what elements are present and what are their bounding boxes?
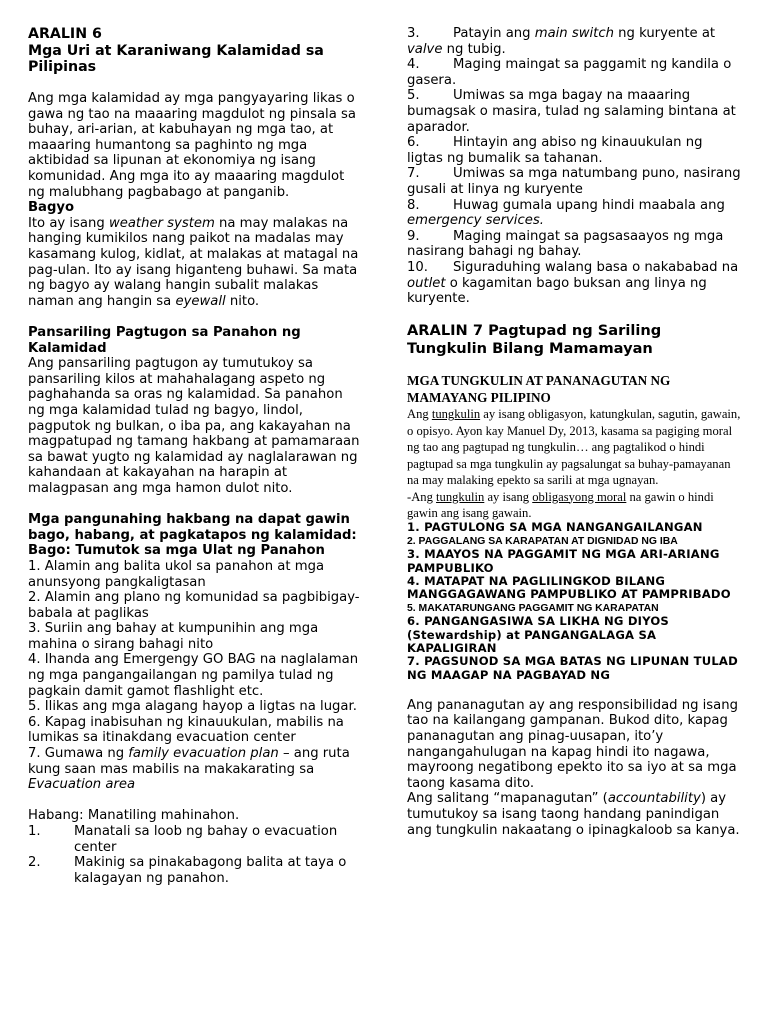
habang-heading: Habang: Manatiling mahinahon. bbox=[28, 808, 240, 824]
habang-item: 9. Maging maingat sa pagsasaayos ng mga nasirang bahagi ng bahay. bbox=[407, 228, 724, 260]
tungkulin-definition: -Ang tungkulin ay isang obligasyong moral na gawin o hindi gawin ang isang gawain. bbox=[407, 489, 714, 520]
bago-item: 4. Ihanda ang Emergengy GO BAG na naglalaman ng mga pangangailangan ng pamilya tulad ng pagkain damit gamot flashlight etc. bbox=[28, 652, 359, 699]
bago-item: 3. Suriin ang bahay at kumpunihin ang mga mahina o sirang bahagi nito bbox=[28, 621, 319, 652]
habang-item: 4. Maging maingat sa paggamit ng kandila o gasera. bbox=[407, 57, 732, 88]
tungkulin-heading: MGA TUNGKULIN AT PANANAGUTAN NG MAMAYANG PILIPINO bbox=[407, 373, 671, 405]
duty-item: 6. PANGANGASIWA SA LIKHA NG DIYOS (Stewardship) at PANGANGALAGA SA KAPALIGIRAN bbox=[407, 614, 669, 655]
duty-item: 1. PAGTULONG SA MGA NANGANGAILANGAN bbox=[407, 520, 703, 535]
pansariling-paragraph: Ang pansariling pagtugon ay tumutukoy sa pansariling kilos at mahahalagang aspeto ng paghahanda sa oras ng kalamidad. Sa panahon ng mga kalamidad tulad ng bagyo, lindol, pagputok ng bulkan, o iba pa, ang kakayahan na magpatupad ng tamang hakbang at pamamaraan sa bawat yugto ng kalamidad ay naglalarawan ng kahandaan at kakayahan na harapin at malagpasan ang mga hamon dulot nito. bbox=[28, 356, 360, 496]
pananagutan-paragraph: Ang pananagutan ay ang responsibilidad ng isang tao na kailangang gampanan. Bukod dito, kapag pananagutan ang pinag-uusapan, ito’y nangangahulugan na kapag hindi ito nagawa, mayroong negatibong epekto ito sa iyo at sa mga taong kasama dito. bbox=[407, 697, 738, 791]
mapanagutan-paragraph: Ang salitang “mapanagutan” (accountability) ay tumutukoy sa isang taong handang panindigan ang tungkulin nakaatang o ipinagkaloob sa kanya. bbox=[407, 791, 740, 838]
bago-item-7: 7. Gumawa ng family evacuation plan – ang ruta kung saan mas mabilis na makakarating sa Evacuation area bbox=[28, 746, 350, 793]
bagyo-heading: Bagyo bbox=[28, 200, 75, 216]
habang-item: 10. Siguraduhing walang basa o nakababad na outlet o kagamitan bago buksan ang linya ng kuryente. bbox=[407, 259, 739, 307]
habang-item: 7. Umiwas sa mga natumbang puno, nasirang gusali at linya ng kuryente bbox=[407, 166, 741, 197]
lesson-6-subtitle: Mga Uri at Karaniwang Kalamidad sa Pilipinas bbox=[28, 42, 324, 75]
duty-item: 7. PAGSUNOD SA MGA BATAS NG LIPUNAN TULAD NG MAAGAP NA PAGBAYAD NG bbox=[407, 654, 738, 682]
bago-heading: Bago: Tumutok sa mga Ulat ng Panahon bbox=[28, 543, 325, 559]
lesson-7-title: ARALIN 7 Pagtupad ng Sariling Tungkulin Bilang Mamamayan bbox=[407, 322, 662, 357]
duty-item: 4. MATAPAT NA PAGLILINGKOD BILANG MANGGAGAWANG PAMPUBLIKO AT PAMPRIBADO bbox=[407, 573, 731, 602]
bagyo-paragraph: Ito ay isang weather system na may malakas na hanging kumikilos nang paikot na madalas may kasamang kulog, kidlat, at malakas at matagal na pag-ulan. Ito ay isang higanteng buhawi. Sa mata ng bagyo ay walang hangin subalit malakas naman ang hangin sa eyewall nito. bbox=[28, 215, 359, 309]
habang-item: 5. Umiwas sa mga bagay na maaaring bumagsak o masira, tulad ng salaming bintana at aparador. bbox=[407, 88, 736, 135]
habang-item: 1. Manatali sa loob ng bahay o evacuation center bbox=[28, 824, 338, 855]
pansariling-heading: Pansariling Pagtugon sa Panahon ng Kalamidad bbox=[28, 325, 301, 356]
bago-item: 1. Alamin ang balita ukol sa panahon at mga anunsyong pangkaligtasan bbox=[28, 558, 325, 590]
hakbang-heading: Mga pangunahing hakbang na dapat gawin bago, habang, at pagkatapos ng kalamidad: bbox=[28, 512, 357, 543]
duty-item: 5. MAKATARUNGANG PAGGAMIT NG KARAPATAN bbox=[407, 602, 659, 614]
bago-item: 6. Kapag inabisuhan ng kinauukulan, mabilis na lumikas sa itinakdang evacuation center bbox=[28, 714, 344, 746]
duty-item: 3. MAAYOS NA PAGGAMIT NG MGA ARI-ARIANG PAMPUBLIKO bbox=[407, 547, 720, 575]
duty-item: 2. PAGGALANG SA KARAPATAN AT DIGNIDAD NG IBA bbox=[407, 535, 678, 547]
habang-item: 3. Patayin ang main switch ng kuryente at valve ng tubig. bbox=[407, 26, 716, 57]
habang-item: 2. Makinig sa pinakabagong balita at taya o kalagayan ng panahon. bbox=[28, 855, 347, 886]
tungkulin-paragraph: Ang tungkulin ay isang obligasyon, katungkulan, sagutin, gawain, o opisyo. Ayon kay Manuel Dy, 2013, kasama sa pagiging moral ng tao ang pagtupad ng tungkulin… ang pagtalikod o hindi pagtupad sa mga tungkulin ay pagsalungat sa buhay-pamayanan na may malaking epekto sa sarili at mga ugnayan. bbox=[407, 407, 741, 488]
habang-item: 6. Hintayin ang abiso ng kinauukulan ng ligtas ng bumalik sa tahanan. bbox=[407, 135, 703, 166]
bago-item: 5. Ilikas ang mga alagang hayop a ligtas na lugar. bbox=[28, 699, 357, 715]
right-column bbox=[407, 26, 742, 838]
lesson-6-title: ARALIN 6 bbox=[28, 26, 102, 42]
intro-paragraph: Ang mga kalamidad ay mga pangyayaring likas o gawa ng tao na maaaring magdulot ng pinsala sa buhay, ari-arian, at kabuhayan ng mga tao, at maaaring humantong sa paghinto ng mga aktibidad sa lipunan at ekonomiya ng isang komunidad. Ang mga ito ay maaaring magdulot ng malubhang pagbabago at panganib. bbox=[28, 91, 356, 200]
bago-item: 2. Alamin ang plano ng komunidad sa pagbibigay-babala at paglikas bbox=[28, 590, 360, 621]
habang-item: 8. Huwag gumala upang hindi maabala ang emergency services. bbox=[407, 197, 725, 229]
left-column bbox=[28, 26, 363, 886]
